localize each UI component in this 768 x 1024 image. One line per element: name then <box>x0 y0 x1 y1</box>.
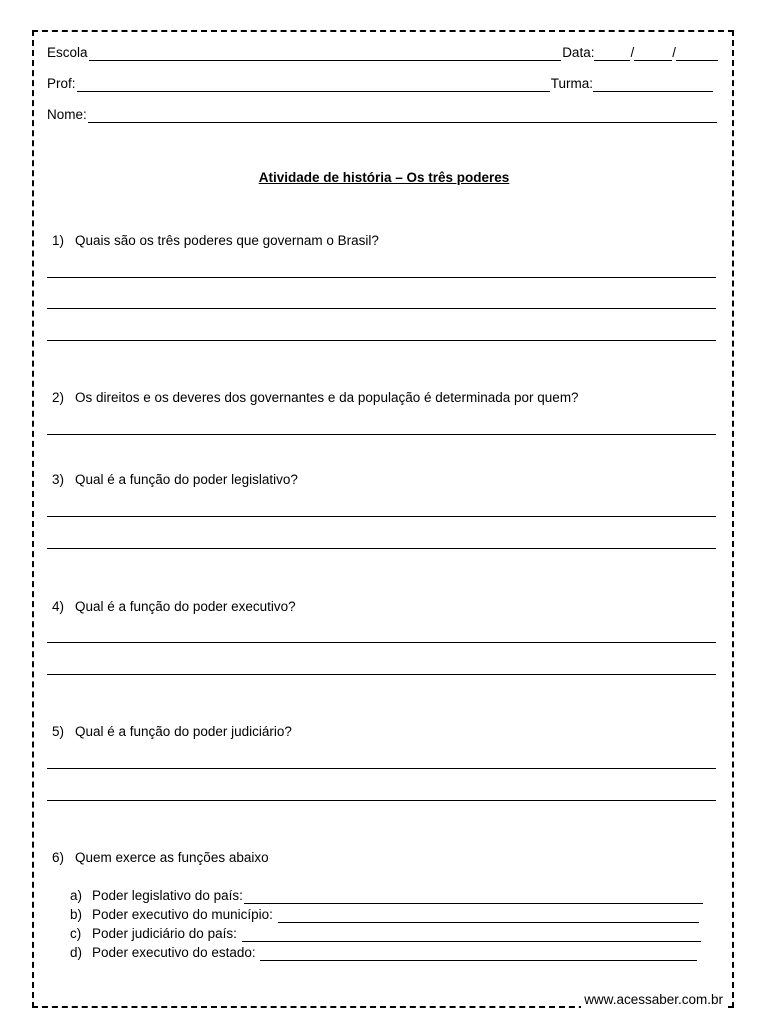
answer-line[interactable] <box>47 308 716 309</box>
question-text: Quem exerce as funções abaixo <box>75 850 269 865</box>
nome-row <box>47 107 718 123</box>
sub-item-letter: b) <box>70 907 83 922</box>
question-6 <box>52 850 269 866</box>
question-number: 3) <box>52 472 65 487</box>
sub-item-answer-field[interactable] <box>278 910 699 923</box>
question-number: 5) <box>52 724 65 739</box>
question-5 <box>52 724 292 740</box>
answer-line[interactable] <box>47 548 716 549</box>
sub-item-text: Poder judiciário do país: <box>92 926 241 941</box>
sub-item-text: Poder legislativo do país: <box>92 888 243 903</box>
date-month-field[interactable] <box>634 48 672 61</box>
sub-item-text: Poder executivo do estado: <box>92 945 260 960</box>
data-label: Data: <box>562 45 595 60</box>
question-4 <box>52 599 296 615</box>
prof-field[interactable] <box>77 79 550 92</box>
question-text: Qual é a função do poder legislativo? <box>75 472 298 487</box>
escola-row <box>47 45 718 61</box>
sub-item-letter: a) <box>70 888 83 903</box>
nome-field[interactable] <box>88 110 717 123</box>
escola-label: Escola <box>47 45 88 60</box>
question-number: 1) <box>52 233 65 248</box>
sub-item-c <box>70 926 702 942</box>
answer-line[interactable] <box>47 768 716 769</box>
prof-row <box>47 76 713 92</box>
question-3 <box>52 472 298 488</box>
date-year-field[interactable] <box>676 48 718 61</box>
prof-label: Prof: <box>47 76 76 91</box>
answer-line[interactable] <box>47 516 716 517</box>
page-title: Atividade de história – Os três poderes <box>258 170 510 185</box>
sub-item-a <box>70 888 704 904</box>
sub-item-answer-field[interactable] <box>260 948 697 961</box>
sub-item-answer-field[interactable] <box>244 891 703 904</box>
turma-field[interactable] <box>593 79 713 92</box>
question-number: 2) <box>52 390 65 405</box>
date-separator: / <box>672 45 676 60</box>
answer-line[interactable] <box>47 642 716 643</box>
question-text: Qual é a função do poder judiciário? <box>75 724 292 739</box>
question-text: Quais são os três poderes que governam o Brasil? <box>75 233 379 248</box>
question-1 <box>52 233 379 249</box>
question-text: Os direitos e os deveres dos governantes e da população é determinada por quem? <box>75 390 579 405</box>
answer-line[interactable] <box>47 800 716 801</box>
turma-label: Turma: <box>550 76 593 91</box>
question-text: Qual é a função do poder executivo? <box>75 599 296 614</box>
question-2 <box>52 390 579 406</box>
answer-line[interactable] <box>47 674 716 675</box>
sub-item-letter: d) <box>70 945 83 960</box>
date-day-field[interactable] <box>594 48 630 61</box>
sub-item-d <box>70 945 698 961</box>
answer-line[interactable] <box>47 277 716 278</box>
escola-field[interactable] <box>89 48 562 61</box>
sub-item-answer-field[interactable] <box>242 929 701 942</box>
footer-url: www.acessaber.com.br <box>581 992 726 1008</box>
question-number: 4) <box>52 599 65 614</box>
sub-item-b <box>70 907 700 923</box>
date-separator: / <box>630 45 635 60</box>
answer-line[interactable] <box>47 340 716 341</box>
nome-label: Nome: <box>47 107 87 122</box>
sub-item-letter: c) <box>70 926 82 941</box>
answer-line[interactable] <box>47 434 716 435</box>
sub-item-text: Poder executivo do município: <box>92 907 277 922</box>
question-number: 6) <box>52 850 65 865</box>
